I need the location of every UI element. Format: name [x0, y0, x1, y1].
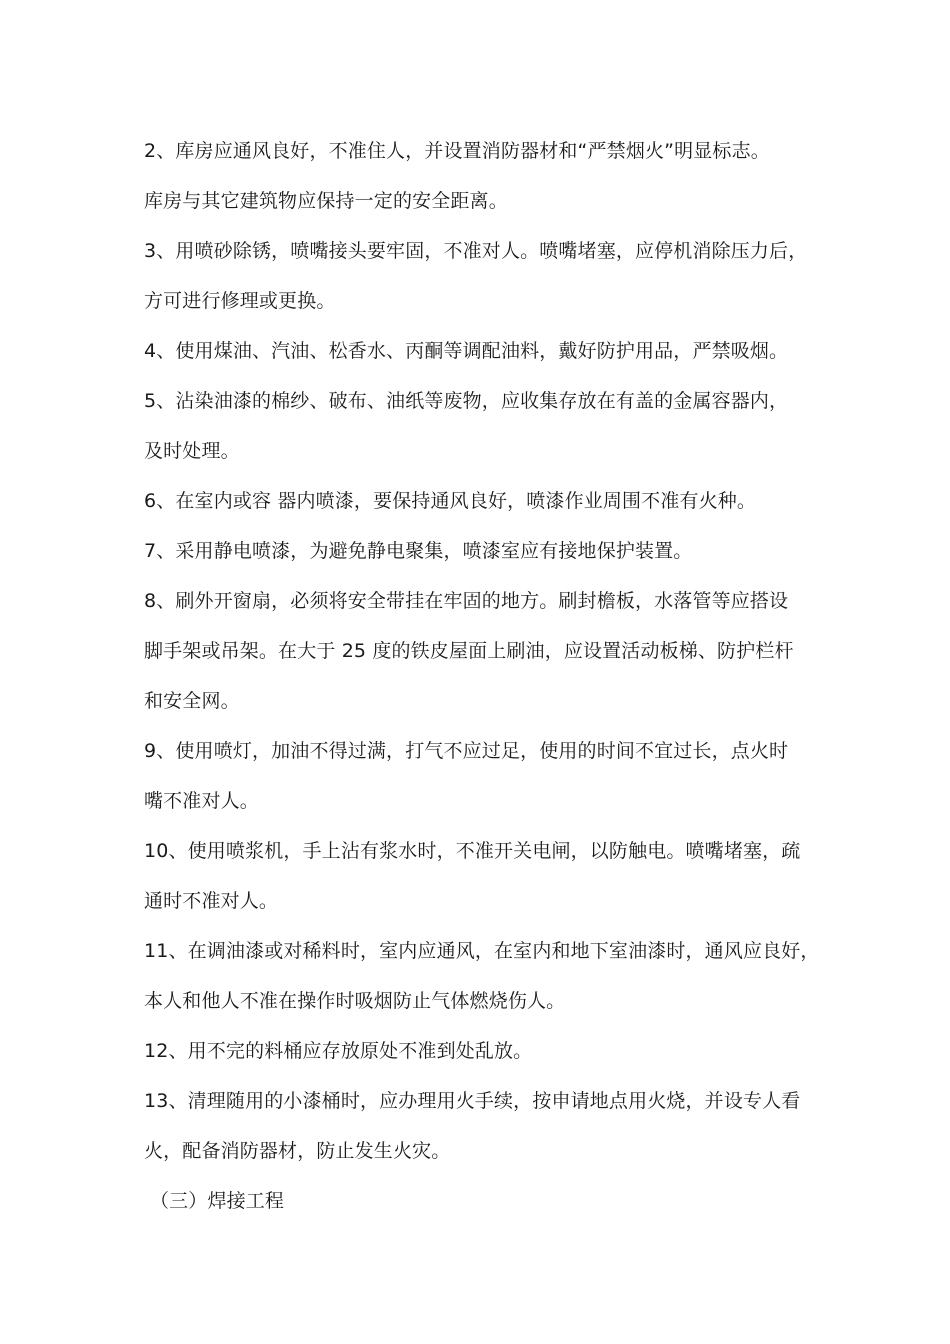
text-line: 脚手架或吊架。在大于 25 度的铁皮屋面上刷油，应设置活动板梯、防护栏杆 — [144, 640, 794, 662]
text-line: 6、在室内或容 器内喷漆，要保持通风良好，喷漆作业周围不准有火种。 — [144, 490, 757, 512]
text-line: 本人和他人不准在操作时吸烟防止气体燃烧伤人。 — [144, 990, 566, 1012]
text-line: 5、沾染油漆的棉纱、破布、油纸等废物，应收集存放在有盖的金属容器内， — [144, 390, 789, 412]
text-line: 8、刷外开窗扇，必须将安全带挂在牢固的地方。刷封檐板，水落管等应搭设 — [144, 590, 789, 612]
text-line: 13、清理随用的小漆桶时，应办理用火手续，按申请地点用火烧，并设专人看 — [144, 1090, 801, 1112]
section-heading: （三）焊接工程 — [150, 1190, 285, 1212]
text-line: 12、用不完的料桶应存放原处不准到处乱放。 — [144, 1040, 533, 1062]
text-line: 火，配备消防器材，防止发生火灾。 — [144, 1140, 451, 1162]
text-line: 库房与其它建筑物应保持一定的安全距离。 — [144, 190, 508, 212]
document-body — [144, 126, 824, 1226]
text-line: 11、在调油漆或对稀料时，室内应通风，在室内和地下室油漆时，通风应良好， — [144, 940, 820, 962]
text-line: 嘴不准对人。 — [144, 790, 259, 812]
text-line: 7、采用静电喷漆，为避免静电聚集，喷漆室应有接地保护装置。 — [144, 540, 693, 562]
text-line: 10、使用喷浆机，手上沾有浆水时，不准开关电闸，以防触电。喷嘴堵塞，疏 — [144, 840, 801, 862]
text-line: 方可进行修理或更换。 — [144, 290, 336, 312]
text-line: 4、使用煤油、汽油、松香水、丙酮等调配油料，戴好防护用品，严禁吸烟。 — [144, 340, 789, 362]
text-line: 9、使用喷灯，加油不得过满，打气不应过足，使用的时间不宜过长，点火时 — [144, 740, 789, 762]
text-line: 和安全网。 — [144, 690, 240, 712]
text-line: 通时不准对人。 — [144, 890, 279, 912]
text-line: 3、用喷砂除锈，喷嘴接头要牢固，不准对人。喷嘴堵塞，应停机消除压力后， — [144, 240, 808, 262]
text-line: 及时处理。 — [144, 440, 240, 462]
text-line: 2、库房应通风良好，不准住人，并设置消防器材和“严禁烟火”明显标志。 — [144, 140, 770, 162]
